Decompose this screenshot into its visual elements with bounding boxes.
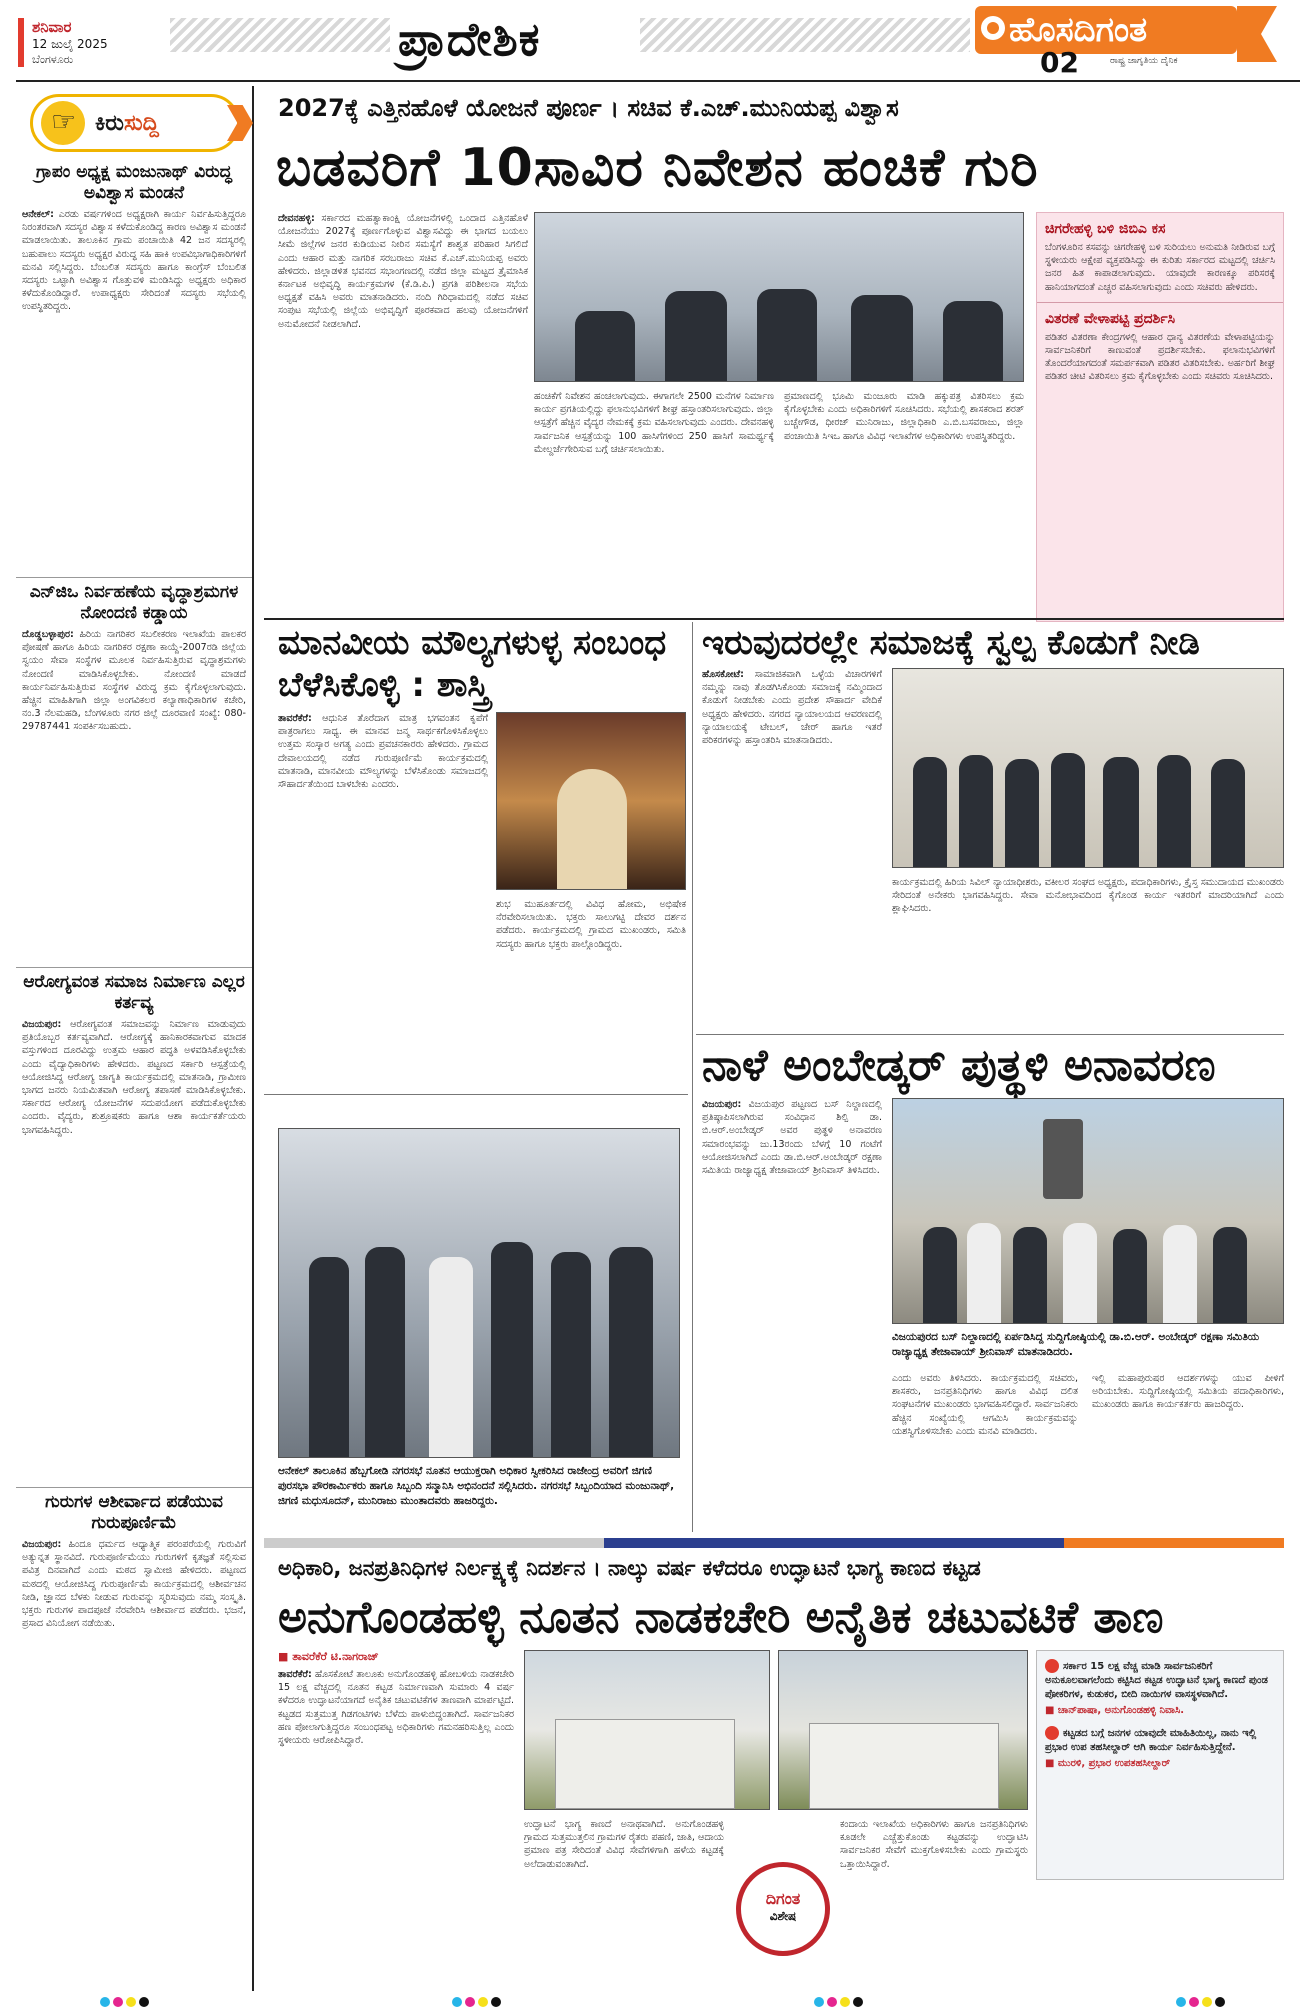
stamp-text: ದಿಗಂತ: [765, 1889, 801, 1908]
story-kicker: ಅಧಿಕಾರಿ, ಜನಪ್ರತಿನಿಧಿಗಳ ನಿರ್ಲಕ್ಷ್ಯಕ್ಕೆ ನಿದರ್ಶನ । ನಾಲ್ಕು ವರ್ಷ ಕಳೆದರೂ ಉದ್ಘಾಟನೆ ಭಾಗ್ಯ ಕಾಣದ ಕಟ್ಟಡ: [278, 1556, 981, 1580]
brief-body: ದೊಡ್ಡಬಳ್ಳಾಪುರ: ಹಿರಿಯ ನಾಗರಿಕರ ಸಬಲೀಕರಣ ಇಲಾಖೆಯ ಪಾಲಕರ ಪೋಷಣೆ ಹಾಗೂ ಹಿರಿಯ ನಾಗರಿಕರ ರಕ್ಷಣಾ ಕಾಯ್ದೆ-2007ರಡಿ ಜಿಲ್ಲೆಯ ಸ್ವಯಂ ಸೇವಾ ಸಂಸ್ಥೆಗಳ ಮೂಲಕ ನಿರ್ವಹಿಸುತ್ತಿರುವ ವೃದ್ಧಾಶ್ರಮಗಳು ನೋಂದಣಿ ಮಾಡಿಸಿಕೊಳ್ಳಬೇಕು. ನೋಂದಣಿ ಮಾಡದೆ ಕಾರ್ಯನಿರ್ವಹಿಸುತ್ತಿರುವ ಸಂಸ್ಥೆಗಳ ವಿರುದ್ಧ ಕ್ರಮ ಕೈಗೊಳ್ಳಲಾಗುವುದು. ಹೆಚ್ಚಿನ ಮಾಹಿತಿಗಾಗಿ ಜಿಲ್ಲಾ ಅಂಗವಿಕಲರ ಕಲ್ಯಾಣಾಧಿಕಾರಿಗಳ ಕಚೇರಿ, ನಂ.3 ನೆಲಮಹಡಿ, ಬೆಂಗಳೂರು ನಗರ ಜಿಲ್ಲೆ ದೂರವಾಣಿ ಸಂಖ್ಯೆ: 080-29787441 ಸಂಪರ್ಕಿಸಬಹುದು.: [22, 629, 246, 733]
date-block: [18, 18, 158, 67]
pointing-hand-icon: [41, 101, 85, 145]
sidebar-body: ಬೆಂಗಳೂರಿನ ಕಸವನ್ನು ಚಿಗರೇಹಳ್ಳಿ ಬಳಿ ಸುರಿಯಲು ಅನುಮತಿ ನೀಡಿರುವ ಬಗ್ಗೆ ಸ್ಥಳೀಯರು ಆಕ್ಷೇಪ ವ್ಯಕ್ತಪಡಿಸಿದ್ದು ಈ ಕುರಿತು ಸರ್ಕಾರದ ಮಟ್ಟದಲ್ಲಿ ಚರ್ಚಿಸಿ ಜನರ ಹಿತ ಕಾಪಾಡಲಾಗುವುದು. ಯಾವುದೇ ಕಾರಣಕ್ಕೂ ಪರಿಸರಕ್ಕೆ ಹಾನಿಯಾಗದಂತೆ ಎಚ್ಚರ ವಹಿಸಲಾಗುವುದು ಎಂದು ಸಚಿವರು ಹೇಳಿದರು.: [1045, 242, 1275, 293]
decor-stripe-left: [170, 18, 390, 52]
sidebar-body: ಪಡಿತರ ವಿತರಣಾ ಕೇಂದ್ರಗಳಲ್ಲಿ ಆಹಾರ ಧಾನ್ಯ ವಿತರಣೆಯ ವೇಳಾಪಟ್ಟಿಯನ್ನು ಸಾರ್ವಜನಿಕರಿಗೆ ಕಾಣುವಂತೆ ಪ್ರದರ್ಶಿಸಬೇಕು. ಫಲಾನುಭವಿಗಳಿಗೆ ತೊಂದರೆಯಾಗದಂತೆ ಸಮರ್ಪಕವಾಗಿ ಪಡಿತರ ವಿತರಿಸಬೇಕು. ಅರ್ಹರಿಗೆ ಶೀಘ್ರ ಪಡಿತರ ಚೀಟಿ ವಿತರಿಸಲು ಕ್ರಮ ಕೈಗೊಳ್ಳಬೇಕು ಎಂದು ಸಚಿವರು ಸೂಚಿಸಿದರು.: [1045, 331, 1275, 383]
quote-item: ಸರ್ಕಾರ 15 ಲಕ್ಷ ವೆಚ್ಚ ಮಾಡಿ ಸಾರ್ವಜನಿಕರಿಗೆ ಅನುಕೂಲವಾಗಲೆಂದು ಕಟ್ಟಿಸಿದ ಕಟ್ಟಡ ಉದ್ಘಾಟನೆ ಭಾಗ್ಯ ಕಾಣದೆ ಪುಂಡ ಪೋಕರಿಗಳ, ಕುಡುಕರ, ಬೀದಿ ನಾಯಿಗಳ ವಾಸಸ್ಥಳವಾಗಿದೆ. ■ ಚಾನ್‌ಪಾಷಾ, ಅನುಗೊಂಡಹಳ್ಳಿ ನಿವಾಸಿ.: [1045, 1659, 1275, 1718]
press-meet-photo: [892, 1098, 1284, 1324]
kiru-suddi-label: ಕಿರುಸುದ್ದಿ: [95, 111, 159, 136]
chevron-right-icon: [227, 105, 253, 141]
brief-title: ಗುರುಗಳ ಆಶೀರ್ವಾದ ಪಡೆಯುವ ಗುರುಪೂರ್ಣಿಮೆ: [45, 1492, 223, 1533]
story-headline: ಇರುವುದರಲ್ಲೇ ಸಮಾಜಕ್ಕೆ ಸ್ವಲ್ಪ ಕೊಡುಗೆ ನೀಡಿ: [702, 623, 1200, 663]
lead-photo: [534, 212, 1024, 382]
story-body-col2: ಶುಭ ಮುಹೂರ್ತದಲ್ಲಿ ವಿವಿಧ ಹೋಮ, ಅಭಿಷೇಕ ನೆರವೇರಿಸಲಾಯಿತು. ಭಕ್ತರು ಸಾಲುಗಟ್ಟಿ ದೇವರ ದರ್ಶನ ಪಡೆದರು. ಕಾರ್ಯಕ್ರಮದಲ್ಲಿ ಗ್ರಾಮದ ಮುಖಂಡರು, ಸಮಿತಿ ಸದಸ್ಯರು ಹಾಗೂ ಭಕ್ತರು ಪಾಲ್ಗೊಂಡಿದ್ದರು.: [496, 899, 686, 950]
story-headline: ನಾಳೆ ಅಂಬೇಡ್ಕರ್ ಪುತ್ಥಳಿ ಅನಾವರಣ: [702, 1040, 1216, 1091]
story-body-col3: ಕಂದಾಯ ಇಲಾಖೆಯ ಅಧಿಕಾರಿಗಳು ಹಾಗೂ ಜನಪ್ರತಿನಿಧಿಗಳು ಕೂಡಲೇ ಎಚ್ಚೆತ್ತುಕೊಂಡು ಕಟ್ಟಡವನ್ನು ಉದ್ಘಾಟಿಸಿ ಸಾರ್ವಜನಿಕರ ಸೇವೆಗೆ ಮುಕ್ತಗೊಳಿಸಬೇಕು ಎಂದು ಗ್ರಾಮಸ್ಥರು ಒತ್ತಾಯಿಸಿದ್ದಾರೆ.: [840, 1819, 1028, 1870]
sidebar-title: ವಿತರಣೆ ವೇಳಾಪಟ್ಟಿ ಪ್ರದರ್ಶಿಸಿ: [1045, 310, 1176, 327]
story-body-col3: ಇಲ್ಲಿ ಮಹಾಪುರುಷರ ಆದರ್ಶಗಳನ್ನು ಯುವ ಪೀಳಿಗೆ ಅರಿಯಬೇಕು. ಸುದ್ದಿಗೋಷ್ಠಿಯಲ್ಲಿ ಸಮಿತಿಯ ಪದಾಧಿಕಾರಿಗಳು, ಮುಖಂಡರು ಹಾಗೂ ಕಾರ್ಯಕರ್ತರು ಹಾಜರಿದ್ದರು.: [1092, 1373, 1284, 1411]
photo-caption: ವಿಜಯಪುರದ ಬಸ್ ನಿಲ್ದಾಣದಲ್ಲಿ ಏರ್ಪಡಿಸಿದ್ದ ಸುದ್ದಿಗೋಷ್ಠಿಯಲ್ಲಿ ಡಾ.ಬಿ.ಆರ್. ಅಂಬೇಡ್ಕರ್ ರಕ್ಷಣಾ ಸಮಿತಿಯ ರಾಜ್ಯಾಧ್ಯಕ್ಷ ತೇಜಾವಾಯ್ ಶ್ರೀನಿವಾಸ್ ಮಾತನಾಡಿದರು.: [892, 1331, 1260, 1358]
lead-sidebar-box: [1036, 212, 1284, 622]
newspaper-logo: [975, 6, 1237, 54]
photo-caption: ಆನೇಕಲ್ ತಾಲೂಕಿನ ಹೆಬ್ಬಗೋಡಿ ನಗರಸಭೆ ನೂತನ ಆಯುಕ್ತರಾಗಿ ಅಧಿಕಾರ ಸ್ವೀಕರಿಸಿದ ರಾಜೇಂದ್ರ ಅವರಿಗೆ ಜಿಗಣಿ ಪುರಸಭಾ ಪೌರಕಾರ್ಮಿಕರು ಹಾಗೂ ಸಿಬ್ಬಂದಿ ಸನ್ಮಾನಿಸಿ ಅಭಿನಂದನೆ ಸಲ್ಲಿಸಿದರು. ನಗರಸಭೆ ಸಿಬ್ಬಂದಿಯಾದ ಮಂಜುನಾಥ್, ಜಿಗಣಿ ಮಧುಸೂದನ್, ಮುನಿರಾಜು ಮುಂತಾದವರು ಹಾಜರಿದ್ದರು.: [278, 1465, 675, 1507]
lead-body-col2: ಹಂಚಿಕೆಗೆ ನಿವೇಶನ ಹಂಚಲಾಗುವುದು. ಈಗಾಗಲೇ 2500 ಮನೆಗಳ ನಿರ್ಮಾಣ ಕಾರ್ಯ ಪ್ರಗತಿಯಲ್ಲಿದ್ದು ಫಲಾನುಭವಿಗಳಿಗೆ ಶೀಘ್ರ ಹಸ್ತಾಂತರಿಸಲಾಗುವುದು. ಜಿಲ್ಲಾ ಆಸ್ಪತ್ರೆಗೆ ಹೆಚ್ಚಿನ ವೈದ್ಯರ ನೇಮಕಕ್ಕೆ ಕ್ರಮ ವಹಿಸಲಾಗುವುದು ಎಂದರು. ದೇವನಹಳ್ಳಿ ಸಾರ್ವಜನಿಕ ಆಸ್ಪತ್ರೆಯನ್ನು 100 ಹಾಸಿಗೆಗಳಿಂದ 250 ಹಾಸಿಗೆ ಸಾಮರ್ಥ್ಯಕ್ಕೆ ಮೇಲ್ದರ್ಜೆಗೇರಿಸುವ ಬಗ್ಗೆ ಚರ್ಚಿಸಲಾಯಿತು.: [534, 391, 774, 455]
edition-city: ಬೆಂಗಳೂರು: [32, 53, 74, 66]
quote-dot-icon: [1045, 1659, 1059, 1673]
stamp-subtext: ವಿಶೇಷ: [769, 1909, 797, 1923]
section-title: ಪ್ರಾದೇಶಿಕ: [398, 12, 541, 66]
brief-article: [16, 1488, 252, 1918]
story-body-col2: ಕಾರ್ಯಕ್ರಮದಲ್ಲಿ ಹಿರಿಯ ಸಿವಿಲ್ ನ್ಯಾಯಾಧೀಶರು, ವಕೀಲರ ಸಂಘದ ಅಧ್ಯಕ್ಷರು, ಪದಾಧಿಕಾರಿಗಳು, ಕ್ರೈಸ್ತ ಸಮುದಾಯದ ಮುಖಂಡರು ಸೇರಿದಂತೆ ಅನೇಕರು ಭಾಗವಹಿಸಿದ್ದರು. ಸೇವಾ ಮನೋಭಾವದಿಂದ ಕೈಗೊಂಡ ಕಾರ್ಯ ಇತರರಿಗೆ ಮಾದರಿಯಾಗಿದೆ ಎಂದು ಶ್ಲಾಘಿಸಿದರು.: [892, 877, 1284, 915]
registration-marks: [452, 1992, 522, 2004]
quotes-box: [1036, 1650, 1284, 1880]
story-headline: ಅನುಗೊಂಡಹಳ್ಳಿ ನೂತನ ನಾಡಕಚೇರಿ ಅನೈತಿಕ ಚಟುವಟಿಕೆ ತಾಣ: [278, 1592, 1164, 1643]
section-band: [264, 1538, 1284, 1548]
brief-article: [16, 968, 252, 1488]
brief-body: ವಿಜಯಪುರ: ಆರೋಗ್ಯವಂತ ಸಮಾಜವನ್ನು ನಿರ್ಮಾಣ ಮಾಡುವುದು ಪ್ರತಿಯೊಬ್ಬರ ಕರ್ತವ್ಯವಾಗಿದೆ. ಆರೋಗ್ಯಕ್ಕೆ ಹಾನಿಕಾರಕವಾಗುವ ಮಾದಕ ವಸ್ತುಗಳಿಂದ ದೂರವಿದ್ದು ಉತ್ತಮ ಆಹಾರ ಪದ್ಧತಿ ಅಳವಡಿಸಿಕೊಳ್ಳಬೇಕು ಎಂದು ವೈದ್ಯಾಧಿಕಾರಿಗಳು ಹೇಳಿದರು. ಪಟ್ಟಣದ ಸರ್ಕಾರಿ ಆಸ್ಪತ್ರೆಯಲ್ಲಿ ಆಯೋಜಿಸಿದ್ದ ಆರೋಗ್ಯ ಜಾಗೃತಿ ಕಾರ್ಯಕ್ರಮದಲ್ಲಿ ಮಾತನಾಡಿ, ಗ್ರಾಮೀಣ ಭಾಗದ ಜನರು ನಿಯಮಿತವಾಗಿ ಆರೋಗ್ಯ ತಪಾಸಣೆ ಮಾಡಿಸಿಕೊಳ್ಳಬೇಕು. ಸರ್ಕಾರದ ಆರೋಗ್ಯ ಯೋಜನೆಗಳ ಸದುಪಯೋಗ ಪಡೆದುಕೊಳ್ಳಬೇಕು ಎಂದರು. ವೈದ್ಯರು, ಶುಶ್ರೂಷಕರು ಹಾಗೂ ಆಶಾ ಕಾರ್ಯಕರ್ತೆಯರು ಭಾಗವಹಿಸಿದ್ದರು.: [22, 1019, 246, 1136]
byline: ■ ತಾವರೆಕೆರೆ ಟಿ.ನಾಗರಾಜ್: [278, 1650, 379, 1663]
temple-photo: [496, 712, 686, 890]
building-photo-left: [524, 1650, 770, 1810]
brief-article: [16, 578, 252, 968]
lead-body-col1: ದೇವನಹಳ್ಳಿ: ಸರ್ಕಾರದ ಮಹತ್ವಾಕಾಂಕ್ಷಿ ಯೋಜನೆಗಳಲ್ಲಿ ಒಂದಾದ ಎತ್ತಿನಹೊಳೆ ಯೋಜನೆಯು 2027ಕ್ಕೆ ಪೂರ್ಣಗೊಳ್ಳುವ ವಿಶ್ವಾಸವಿದ್ದು ಈ ಭಾಗದ ಬಯಲು ಸೀಮೆ ಜಿಲ್ಲೆಗಳ ಜನರ ಕುಡಿಯುವ ನೀರಿನ ಸಮಸ್ಯೆಗೆ ಶಾಶ್ವತ ಪರಿಹಾರ ಸಿಗಲಿದೆ ಎಂದು ಆಹಾರ ಮತ್ತು ನಾಗರಿಕ ಸರಬರಾಜು ಸಚಿವ ಕೆ.ಎಚ್.ಮುನಿಯಪ್ಪ ಅವರು ಹೇಳಿದರು. ಜಿಲ್ಲಾಡಳಿತ ಭವನದ ಸಭಾಂಗಣದಲ್ಲಿ ನಡೆದ ಜಿಲ್ಲಾ ಮಟ್ಟದ ತ್ರೈಮಾಸಿಕ ಕರ್ನಾಟಕ ಅಭಿವೃದ್ಧಿ ಕಾರ್ಯಕ್ರಮಗಳ (ಕೆ.ಡಿ.ಪಿ.) ಪ್ರಗತಿ ಪರಿಶೀಲನಾ ಸಭೆಯ ಅಧ್ಯಕ್ಷತೆ ವಹಿಸಿ ಅವರು ಮಾತನಾಡಿದರು. ನಂದಿ ಗಿರಿಧಾಮದಲ್ಲಿ ನಡೆದ ಸಚಿವ ಸಂಪುಟ ಸಭೆಯಲ್ಲಿ ಜಿಲ್ಲೆಯ ಅಭಿವೃದ್ಧಿಗೆ ಪೂರಕವಾದ ಹಲವು ಯೋಜನೆಗಳಿಗೆ ಅನುಮೋದನೆ ನೀಡಲಾಗಿದೆ.: [278, 213, 528, 330]
brief-title: ಎನ್‌ಜಿಒ ನಿರ್ವಹಣೆಯ ವೃದ್ಧಾಶ್ರಮಗಳ ನೋಂದಣಿ ಕಡ್ಡಾಯ: [29, 582, 239, 623]
digantha-vishesha-stamp: [736, 1862, 830, 1956]
page-number: 02: [1040, 46, 1079, 79]
story-body-col1: ತಾವರೆಕೆರೆ: ಆಧುನಿಕ ತೊರೆದಾಗ ಮಾತ್ರ ಭಗವಂತನ ಕೃಪೆಗೆ ಪಾತ್ರರಾಗಲು ಸಾಧ್ಯ. ಈ ಮಾನವ ಜನ್ಮ ಸಾರ್ಥಕಗೊಳಿಸಿಕೊಳ್ಳಲು ಉತ್ತಮ ಸಂಸ್ಕಾರ ಅಗತ್ಯ ಎಂದು ಪ್ರವಚನಕಾರರು ಹೇಳಿದರು. ಗ್ರಾಮದ ದೇವಾಲಯದಲ್ಲಿ ನಡೆದ ಗುರುಪೂರ್ಣಿಮೆ ಕಾರ್ಯಕ್ರಮದಲ್ಲಿ ಮಾತನಾಡಿ, ಮಾನವೀಯ ಮೌಲ್ಯಗಳನ್ನು ಬೆಳೆಸಿಕೊಂಡು ಸಮಾಜದಲ್ಲಿ ಸೌಹಾರ್ದತೆಯಿಂದ ಬಾಳಬೇಕು ಎಂದರು.: [278, 713, 488, 791]
quote-dot-icon: [1045, 1726, 1059, 1740]
column-rule: [692, 622, 693, 1532]
story-body-col1: ತಾವರೆಕೆರೆ: ಹೊಸಕೋಟೆ ತಾಲೂಕು ಅನುಗೊಂಡಹಳ್ಳಿ ಹೋಬಳಿಯ ನಾಡಕಚೇರಿ 15 ಲಕ್ಷ ವೆಚ್ಚದಲ್ಲಿ ನೂತನ ಕಟ್ಟಡ ನಿರ್ಮಾಣವಾಗಿ ಸುಮಾರು 4 ವರ್ಷ ಕಳೆದರೂ ಉದ್ಘಾಟನೆಯಾಗದೆ ಅನೈತಿಕ ಚಟುವಟಿಕೆಗಳ ತಾಣವಾಗಿ ಮಾರ್ಪಟ್ಟಿದೆ. ಕಟ್ಟಡದ ಸುತ್ತಮುತ್ತ ಗಿಡಗಂಟಿಗಳು ಬೆಳೆದು ಪಾಳುಬಿದ್ದಂತಾಗಿದೆ. ಸಾರ್ವಜನಿಕರ ಹಣ ಪೋಲಾಗುತ್ತಿದ್ದರೂ ಸಂಬಂಧಪಟ್ಟ ಅಧಿಕಾರಿಗಳು ಗಮನಹರಿಸುತ್ತಿಲ್ಲ ಎಂದು ಸ್ಥಳೀಯರು ಆರೋಪಿಸಿದ್ದಾರೆ.: [278, 1669, 514, 1747]
kiru-suddi-badge: [30, 94, 240, 152]
masthead-rule: [16, 80, 1300, 82]
logo-ribbon: [1237, 6, 1277, 62]
quote-attribution: ■ ಮುರಳಿ, ಪ್ರಭಾರ ಉಪತಹಸೀಲ್ದಾರ್: [1045, 1758, 1171, 1769]
story-rule: [696, 1034, 1284, 1035]
story-headline: ಮಾನವೀಯ ಮೌಲ್ಯಗಳುಳ್ಳ ಸಂಬಂಧ ಬೆಳೆಸಿಕೊಳ್ಳಿ : ಶಾಸ್ತ್ರಿ: [278, 623, 667, 705]
lead-body-col3: ಪ್ರಮಾಣದಲ್ಲಿ ಭೂಮಿ ಮಂಜೂರು ಮಾಡಿ ಹಕ್ಕುಪತ್ರ ವಿತರಿಸಲು ಕ್ರಮ ಕೈಗೊಳ್ಳಬೇಕು ಎಂದು ಅಧಿಕಾರಿಗಳಿಗೆ ಸೂಚಿಸಿದರು. ಸಭೆಯಲ್ಲಿ ಶಾಸಕರಾದ ಶರತ್ ಬಚ್ಚೇಗೌಡ, ಧೀರಜ್ ಮುನಿರಾಜು, ಜಿಲ್ಲಾಧಿಕಾರಿ ಎ.ಬಿ.ಬಸವರಾಜು, ಜಿಲ್ಲಾ ಪಂಚಾಯಿತಿ ಸಿಇಒ ಹಾಗೂ ವಿವಿಧ ಇಲಾಖೆಗಳ ಅಧಿಕಾರಿಗಳು ಉಪಸ್ಥಿತರಿದ್ದರು.: [784, 391, 1024, 442]
logo-text: ಹೊಸದಿಗಂತ: [1009, 10, 1148, 50]
brief-body: ಆನೇಕಲ್: ಎರಡು ವರ್ಷಗಳಿಂದ ಅಧ್ಯಕ್ಷರಾಗಿ ಕಾರ್ಯ ನಿರ್ವಹಿಸುತ್ತಿದ್ದರೂ ನಿರಂತರವಾಗಿ ಸದಸ್ಯರ ವಿಶ್ವಾಸ ಕಳೆದುಕೊಂಡಿದ್ದ ಕಾರಣ ಅವಿಶ್ವಾಸ ಮಂಡನೆ ಮಾಡಲಾಯಿತು. ತಾಲೂಕಿನ ಗ್ರಾಮ ಪಂಚಾಯಿತಿ 42 ಜನ ಸದಸ್ಯರಲ್ಲಿ ಬಹುಪಾಲು ಸದಸ್ಯರು ಅಧ್ಯಕ್ಷರ ವಿರುದ್ಧ ಸಹಿ ಹಾಕಿ ಉಪವಿಭಾಗಾಧಿಕಾರಿಗಳಿಗೆ ಮನವಿ ಸಲ್ಲಿಸಿದ್ದರು. ಬೆಂಬಲಿತ ಸದಸ್ಯರು ಹಾಗೂ ಕಾಂಗ್ರೆಸ್ ಬೆಂಬಲಿತ ಸದಸ್ಯರು ಒಟ್ಟಾಗಿ ಅವಿಶ್ವಾಸ ಗೊತ್ತುವಳಿ ಮಂಡಿಸಿದ್ದು ಅಧ್ಯಕ್ಷರು ಅಧಿಕಾರ ಕಳೆದುಕೊಂಡಿದ್ದಾರೆ. ಉಪಾಧ್ಯಕ್ಷರು ಸೇರಿದಂತೆ ಸದಸ್ಯರು ಸಭೆಯಲ್ಲಿ ಉಪಸ್ಥಿತರಿದ್ದರು.: [22, 209, 246, 313]
briefs-column: [16, 86, 254, 1991]
logo-mark-icon: [981, 16, 1005, 40]
brief-article: [16, 158, 252, 578]
story-rule: [264, 1094, 688, 1095]
decor-stripe-right: [640, 18, 970, 52]
quote-item: ಕಟ್ಟಡದ ಬಗ್ಗೆ ಜನಗಳ ಯಾವುದೇ ಮಾಹಿತಿಯಿಲ್ಲ, ನಾನು ಇಲ್ಲಿ ಪ್ರಭಾರ ಉಪ ತಹಸೀಲ್ದಾರ್ ಆಗಿ ಕಾರ್ಯ ನಿರ್ವಹಿಸುತ್ತಿದ್ದೇನೆ. ■ ಮುರಳಿ, ಪ್ರಭಾರ ಉಪತಹಸೀಲ್ದಾರ್: [1045, 1726, 1275, 1771]
registration-marks: [814, 1992, 884, 2004]
registration-marks: [100, 1992, 170, 2004]
tagline: ರಾಷ್ಟ್ರ ಜಾಗೃತಿಯ ದೈನಿಕ: [1110, 56, 1178, 66]
story-body-col1: ಹೊಸಕೋಟೆ: ಸಾಮಾಜಿಕವಾಗಿ ಒಳ್ಳೆಯ ವಿಚಾರಗಳಿಗೆ ನಮ್ಮನ್ನು ನಾವು ತೊಡಗಿಸಿಕೊಂಡು ಸಮಾಜಕ್ಕೆ ನಮ್ಮಿಂದಾದ ಕೊಡುಗೆ ನೀಡಬೇಕು ಎಂದು ಪ್ರದೇಶ ಸೌಹಾರ್ದ ವೇದಿಕೆ ಅಧ್ಯಕ್ಷರು ಹೇಳಿದರು. ನಗರದ ನ್ಯಾಯಾಲಯದ ಆವರಣದಲ್ಲಿ ನ್ಯಾಯಾಲಯಕ್ಕೆ ಟೇಬಲ್, ಚೇರ್ ಹಾಗೂ ಇತರೆ ಪರಿಕರಗಳನ್ನು ಹಸ್ತಾಂತರಿಸಿ ಮಾತನಾಡಿದರು.: [702, 669, 882, 747]
quote-attribution: ■ ಚಾನ್‌ಪಾಷಾ, ಅನುಗೊಂಡಹಳ್ಳಿ ನಿವಾಸಿ.: [1045, 1705, 1185, 1716]
sidebar-divider: [1037, 302, 1283, 303]
registration-marks: [1176, 1992, 1246, 2004]
story-body-col2: ಎಂದು ಅವರು ತಿಳಿಸಿದರು. ಕಾರ್ಯಕ್ರಮದಲ್ಲಿ ಸಚಿವರು, ಶಾಸಕರು, ಜನಪ್ರತಿನಿಧಿಗಳು ಹಾಗೂ ವಿವಿಧ ದಲಿತ ಸಂಘಟನೆಗಳ ಮುಖಂಡರು ಭಾಗವಹಿಸಲಿದ್ದಾರೆ. ಸಾರ್ವಜನಿಕರು ಹೆಚ್ಚಿನ ಸಂಖ್ಯೆಯಲ್ಲಿ ಆಗಮಿಸಿ ಕಾರ್ಯಕ್ರಮವನ್ನು ಯಶಸ್ವಿಗೊಳಿಸಬೇಕು ಎಂದು ಮನವಿ ಮಾಡಿದರು.: [892, 1373, 1078, 1437]
brief-title: ಗ್ರಾಪಂ ಅಧ್ಯಕ್ಷ ಮಂಜುನಾಥ್ ವಿರುದ್ಧ ಅವಿಶ್ವಾಸ ಮಂಡನೆ: [35, 162, 233, 203]
story-body-col2: ಉದ್ಘಾಟನೆ ಭಾಗ್ಯ ಕಾಣದೆ ಅನಾಥವಾಗಿದೆ. ಅನುಗೊಂಡಹಳ್ಳಿ ಗ್ರಾಮದ ಸುತ್ತಮುತ್ತಲಿನ ಗ್ರಾಮಗಳ ರೈತರು ಪಹಣಿ, ಜಾತಿ, ಆದಾಯ ಪ್ರಮಾಣ ಪತ್ರ ಸೇರಿದಂತೆ ವಿವಿಧ ಸೇವೆಗಳಿಗಾಗಿ ಹಳೆಯ ಕಟ್ಟಡಕ್ಕೆ ಅಲೆದಾಡುವಂತಾಗಿದೆ.: [524, 1819, 724, 1870]
group-photo: [892, 668, 1284, 868]
brief-title: ಆರೋಗ್ಯವಂತ ಸಮಾಜ ನಿರ್ಮಾಣ ಎಲ್ಲರ ಕರ್ತವ್ಯ: [23, 972, 245, 1013]
brief-body: ವಿಜಯಪುರ: ಹಿಂದೂ ಧರ್ಮದ ಆಧ್ಯಾತ್ಮಿಕ ಪರಂಪರೆಯಲ್ಲಿ ಗುರುವಿಗೆ ಅತ್ಯುನ್ನತ ಸ್ಥಾನವಿದೆ. ಗುರುಪೂರ್ಣಿಮೆಯು ಗುರುಗಳಿಗೆ ಕೃತಜ್ಞತೆ ಸಲ್ಲಿಸುವ ಪವಿತ್ರ ದಿನವಾಗಿದೆ ಎಂದು ಮಠದ ಸ್ವಾಮೀಜಿ ಹೇಳಿದರು. ಪಟ್ಟಣದ ಮಠದಲ್ಲಿ ಆಯೋಜಿಸಿದ್ದ ಗುರುಪೂರ್ಣಿಮೆ ಕಾರ್ಯಕ್ರಮದಲ್ಲಿ ಆಶೀರ್ವಚನ ನೀಡಿ, ಜ್ಞಾನದ ಬೆಳಕು ನೀಡುವ ಗುರುವನ್ನು ಸ್ಮರಿಸುವುದು ನಮ್ಮ ಸಂಸ್ಕೃತಿ. ಭಕ್ತರು ಗುರುಗಳ ಪಾದಪೂಜೆ ನೆರವೇರಿಸಿ ಆಶೀರ್ವಾದ ಪಡೆದರು. ಭಜನೆ, ಪ್ರಸಾದ ವಿನಿಯೋಗ ನಡೆಯಿತು.: [22, 1539, 247, 1630]
publication-date: 12 ಜುಲೈ 2025: [32, 37, 108, 51]
weekday: ಶನಿವಾರ: [32, 18, 72, 36]
story-body-col1: ವಿಜಯಪುರ: ವಿಜಯಪುರ ಪಟ್ಟಣದ ಬಸ್ ನಿಲ್ದಾಣದಲ್ಲಿ ಪ್ರತಿಷ್ಠಾಪಿಸಲಾಗಿರುವ ಸಂವಿಧಾನ ಶಿಲ್ಪಿ ಡಾ. ಬಿ.ಆರ್.ಅಂಬೇಡ್ಕರ್ ಅವರ ಪುತ್ಥಳಿ ಅನಾವರಣ ಸಮಾರಂಭವನ್ನು ಜು.13ರಂದು ಬೆಳಗ್ಗೆ 10 ಗಂಟೆಗೆ ಆಯೋಜಿಸಲಾಗಿದೆ ಎಂದು ಡಾ.ಬಿ.ಆರ್.ಅಂಬೇಡ್ಕರ್ ರಕ್ಷಣಾ ಸಮಿತಿಯ ರಾಜ್ಯಾಧ್ಯಕ್ಷ ತೇಜಾವಾಯ್ ಶ್ರೀನಿವಾಸ್ ತಿಳಿಸಿದರು.: [702, 1099, 882, 1177]
sidebar-title: ಚಿಗರೇಹಳ್ಳಿ ಬಳಿ ಜಿಬಿಎ ಕಸ: [1045, 221, 1166, 237]
lead-kicker: 2027ಕ್ಕೆ ಎತ್ತಿನಹೊಳೆ ಯೋಜನೆ ಪೂರ್ಣ । ಸಚಿವ ಕೆ.ಎಚ್.ಮುನಿಯಪ್ಪ ವಿಶ್ವಾಸ: [278, 94, 899, 122]
felicitation-photo: [278, 1128, 680, 1458]
building-photo-right: [778, 1650, 1028, 1810]
masthead: [0, 0, 1316, 78]
section-rule: [264, 618, 1284, 620]
lead-headline: ಬಡವರಿಗೆ 10ಸಾವಿರ ನಿವೇಶನ ಹಂಚಿಕೆ ಗುರಿ: [276, 138, 1039, 198]
